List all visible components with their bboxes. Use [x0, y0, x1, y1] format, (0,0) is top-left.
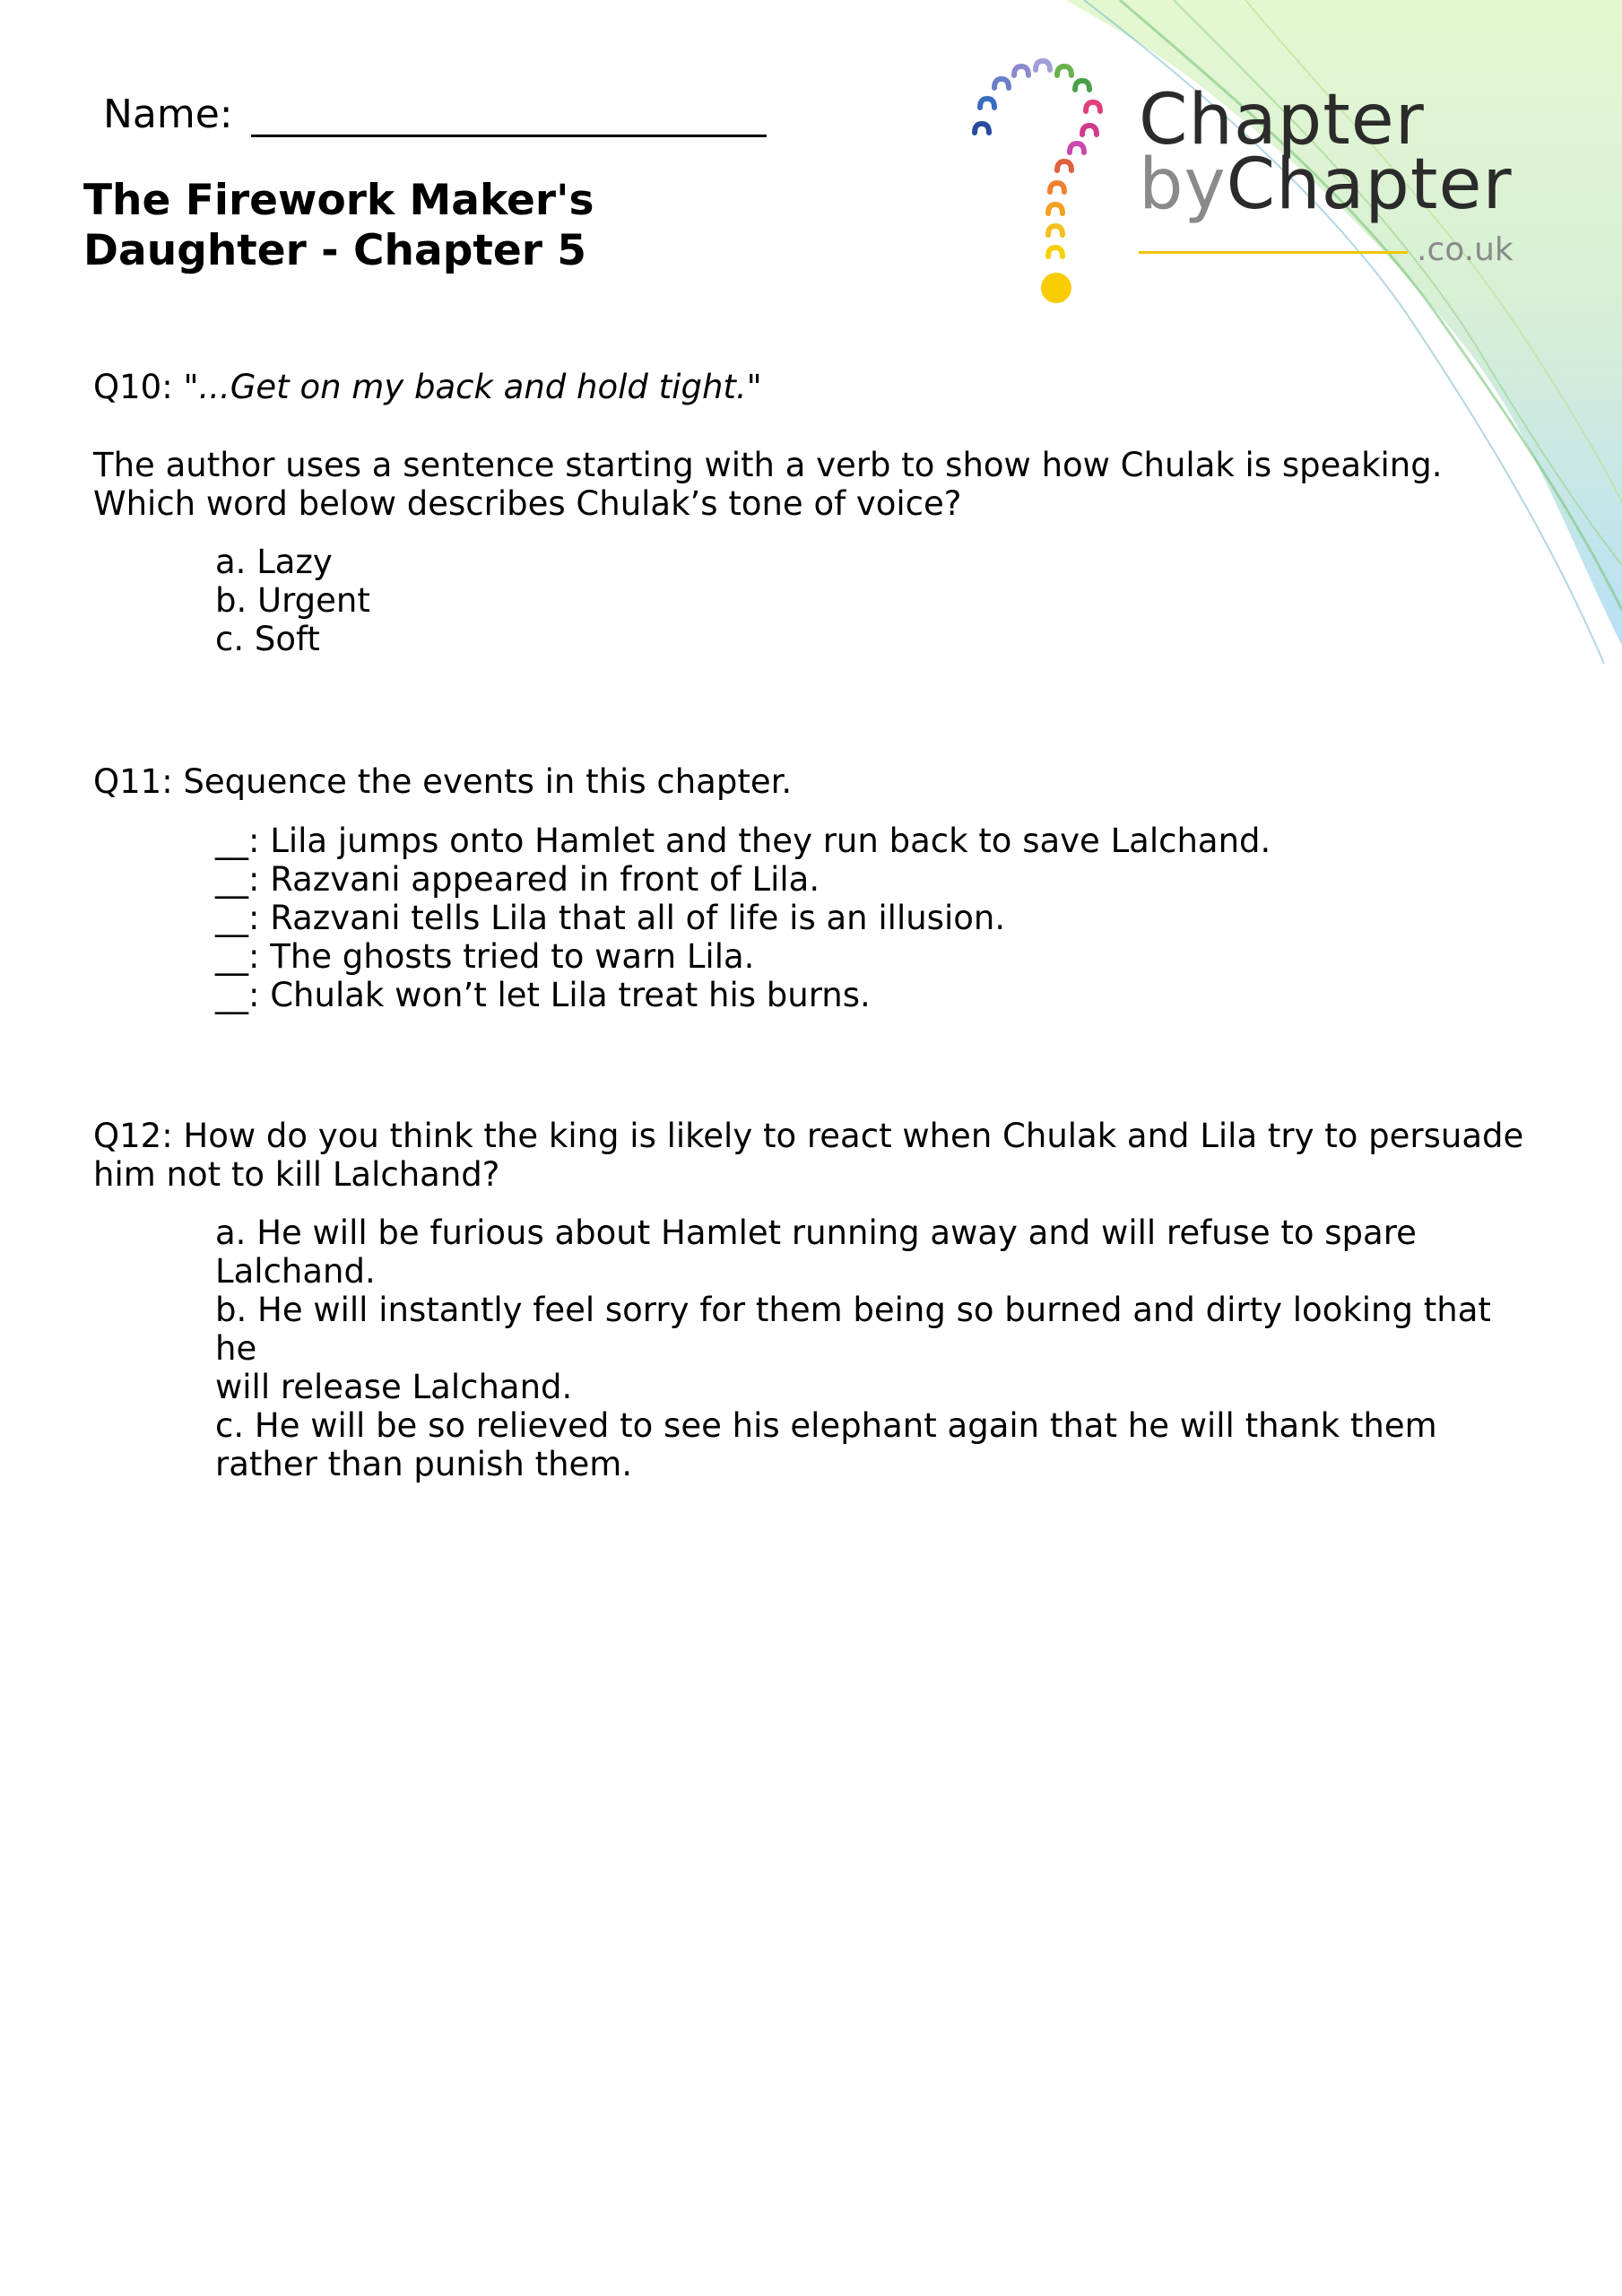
q12-option-c-line-2: rather than punish them. — [215, 1445, 633, 1483]
q12-option-c-line-1: c. He will be so relieved to see his elephant again that he will thank them — [215, 1406, 1437, 1445]
q12-options — [215, 1213, 1533, 1483]
q12-prompt-line-1: Q12: How do you think the king is likely to react when Chulak and Lila try to persuade — [93, 1117, 1524, 1155]
title-line-1: The Firework Maker's — [83, 176, 594, 225]
q10-option[interactable]: a. Lazy — [215, 543, 333, 581]
q11-sequence-item[interactable]: __: Razvani appeared in front of Lila. — [215, 860, 820, 899]
q10-line-2: Which word below describes Chulak’s tone of voice? — [93, 484, 962, 523]
q12-prompt — [93, 1117, 1528, 1194]
q10-label: Q10: — [93, 368, 173, 406]
name-blank-line[interactable] — [251, 90, 767, 137]
q11-sequence-item[interactable]: __: Lila jumps onto Hamlet and they run back to save Lalchand. — [215, 822, 1271, 860]
worksheet-title — [83, 176, 693, 276]
logo-word-by: by — [1139, 144, 1227, 225]
chapter-by-chapter-logo — [964, 52, 1538, 321]
q11-sequence-item[interactable]: __: The ghosts tried to warn Lila. — [215, 937, 755, 976]
q12-option-b-line-1: b. He will instantly feel sorry for them being so burned and dirty looking that he — [215, 1291, 1491, 1368]
q12-option-c[interactable] — [215, 1406, 1533, 1483]
q10-options — [215, 543, 1533, 658]
logo-word-chapter: Chapter — [1139, 80, 1425, 161]
q12-option-b[interactable] — [215, 1291, 1533, 1406]
q10-quote: "...Get on my back and hold tight." — [183, 368, 762, 406]
q12-option-b-line-2: will release Lalchand. — [215, 1368, 573, 1406]
q12-option-a-line-1: a. He will be furious about Hamlet running away and will refuse to spare — [215, 1213, 1417, 1252]
logo-word-bychapter — [1139, 144, 1513, 225]
q10-question — [93, 446, 1528, 523]
q10-option[interactable]: b. Urgent — [215, 581, 370, 620]
logo-domain: .co.uk — [1417, 231, 1514, 268]
name-label: Name: — [103, 91, 233, 137]
title-line-2: Daughter - Chapter 5 — [83, 226, 586, 275]
q10-line-1: The author uses a sentence starting with a verb to show how Chulak is speaking. — [93, 446, 1443, 484]
logo-underline — [1139, 251, 1408, 254]
name-field — [103, 90, 767, 137]
q11-sequence-item[interactable]: __: Chulak won’t let Lila treat his burns. — [215, 976, 871, 1014]
q10-heading — [93, 368, 1528, 406]
q11-sequence-list — [215, 822, 1533, 1014]
q12-prompt-line-2: him not to kill Lalchand? — [93, 1155, 500, 1194]
q11-sequence-item[interactable]: __: Razvani tells Lila that all of life is an illusion. — [215, 899, 1006, 937]
logo-word-chapter-2: Chapter — [1226, 144, 1513, 225]
q10-option[interactable]: c. Soft — [215, 620, 320, 658]
q12-option-a[interactable] — [215, 1213, 1533, 1291]
question-mark-books-icon — [964, 52, 1134, 321]
q11-prompt: Q11: Sequence the events in this chapter. — [93, 762, 793, 801]
q12-option-a-line-2: Lalchand. — [215, 1252, 376, 1291]
logo-wordmark — [1139, 80, 1513, 225]
